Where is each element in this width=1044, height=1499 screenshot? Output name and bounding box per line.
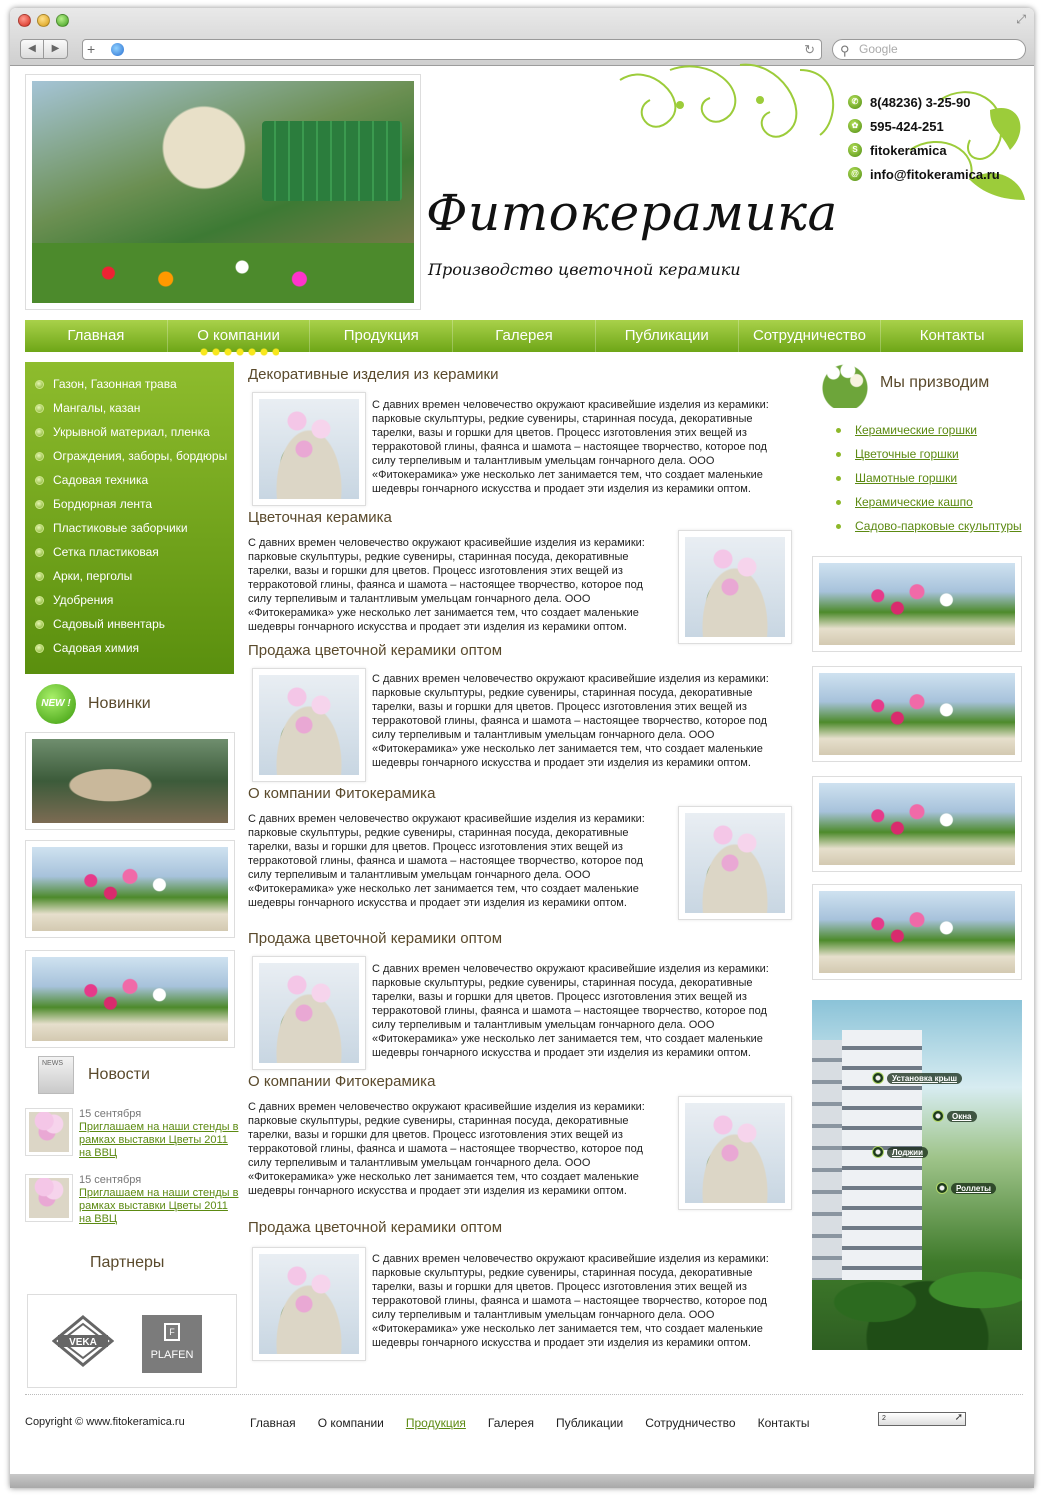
- email-icon: @: [848, 167, 862, 181]
- bullet-icon: [35, 500, 44, 509]
- list-item: [836, 514, 1022, 538]
- bullet-icon: [836, 428, 841, 433]
- minimize-window-button[interactable]: [37, 14, 50, 27]
- menu-item-about[interactable]: О компании: [168, 320, 311, 352]
- produce-link[interactable]: Цветочные горшки: [855, 447, 959, 461]
- search-placeholder: Google: [859, 42, 898, 56]
- globe-icon: [111, 43, 124, 56]
- category-item[interactable]: Бордюрная лента: [25, 492, 234, 516]
- gallery-image[interactable]: [812, 666, 1022, 762]
- copyright: Copyright © www.fitokeramica.ru: [25, 1416, 185, 1428]
- article-text: С давних времен человечество окружают красивейшие изделия из керамики: парковые скульптуры, редкие сувениры, старинная посуда, декоративные тарелки, вазы и горшки для цветов. Процесс изготовления этих вещей из терракотовой глины, фаянса и шамота – настоящее творчество, которое под силу терпеливым и талантливым умельцам гончарного дела. ООО «Фитокерамика» уже несколько лет занимается тем, что создает маленькие шедевры гончарного искусства и продает эти изделия из керамики оптом.: [248, 537, 645, 633]
- zoom-window-button[interactable]: [56, 14, 69, 27]
- footer-nav: [250, 1416, 809, 1430]
- menu-item-products[interactable]: Продукция: [310, 320, 453, 352]
- close-window-button[interactable]: [18, 14, 31, 27]
- article-image[interactable]: [678, 806, 792, 920]
- novelties-header: [36, 684, 151, 724]
- produce-link[interactable]: Керамические горшки: [855, 423, 977, 437]
- history-nav: [20, 39, 68, 59]
- menu-item-contacts[interactable]: Контакты: [919, 327, 985, 344]
- veka-logo[interactable]: [52, 1315, 114, 1367]
- category-item[interactable]: Ограждения, заборы, бордюры: [25, 444, 234, 468]
- article-image[interactable]: [252, 668, 366, 782]
- status-bar: [10, 1474, 1034, 1488]
- news-thumbnail[interactable]: [25, 1108, 73, 1156]
- bullet-icon: [836, 500, 841, 505]
- news-header: [38, 1056, 150, 1094]
- arrow-icon: ➚: [954, 1412, 963, 1423]
- article-title[interactable]: Продажа цветочной керамики оптом: [248, 1219, 503, 1236]
- footer-divider: [25, 1394, 1023, 1395]
- window-controls: [18, 14, 69, 27]
- news-link[interactable]: Приглашаем на наши стенды в рамках выставки Цветы 2011 на ВВЦ: [79, 1121, 239, 1159]
- novelties-title: Новинки: [88, 695, 151, 712]
- bullet-icon: [35, 572, 44, 581]
- news-item: [25, 1174, 241, 1232]
- add-bookmark-icon[interactable]: +: [87, 41, 96, 57]
- banner-tag-roofing[interactable]: Установка крыш: [872, 1072, 962, 1084]
- article-text: С давних времен человечество окружают красивейшие изделия из керамики: парковые скульптуры, редкие сувениры, старинная посуда, декоративные тарелки, вазы и горшки для цветов. Процесс изготовления этих вещей из терракотовой глины, фаянса и шамота – настоящее творчество, которое под силу терпеливым и талантливым умельцам гончарного дела. ООО «Фитокерамика» уже несколько лет занимается тем, что создает маленькие шедевры гончарного искусства и продает эти изделия из керамики оптом.: [372, 963, 769, 1059]
- bullet-icon: [35, 476, 44, 485]
- news-thumbnail[interactable]: [25, 1174, 73, 1222]
- article-image[interactable]: [252, 1247, 366, 1361]
- target-icon: [872, 1146, 884, 1158]
- bullet-icon: [35, 644, 44, 653]
- menu-item-home[interactable]: Главная: [25, 320, 168, 352]
- novelty-image[interactable]: [25, 732, 235, 830]
- news-item: [25, 1108, 241, 1166]
- contact-skype: S fitokeramica: [848, 138, 1000, 162]
- contact-block: [848, 90, 1000, 186]
- fullscreen-icon[interactable]: ⤢: [1016, 12, 1026, 26]
- browser-window: [10, 8, 1034, 1488]
- gallery-image[interactable]: [812, 556, 1022, 652]
- search-icon: ⚲: [840, 43, 850, 58]
- article-image[interactable]: [678, 530, 792, 644]
- produce-link[interactable]: Садово-парковые скульптуры: [855, 519, 1022, 533]
- bullet-icon: [836, 524, 841, 529]
- reload-icon[interactable]: ↻: [804, 42, 815, 57]
- category-menu: [25, 362, 234, 674]
- contact-phone: ✆ 8(48236) 3-25-90: [848, 90, 1000, 114]
- plafen-logo[interactable]: F PLAFEN: [142, 1315, 202, 1373]
- category-item[interactable]: Укрывной материал, пленка: [25, 420, 234, 444]
- news-link[interactable]: Приглашаем на наши стенды в рамках выставки Цветы 2011 на ВВЦ: [79, 1187, 239, 1225]
- target-icon: [936, 1182, 948, 1194]
- skype-icon: S: [848, 143, 862, 157]
- bullet-icon: [35, 620, 44, 629]
- bullet-icon: [35, 548, 44, 557]
- target-icon: [932, 1110, 944, 1122]
- list-item: [836, 490, 1022, 514]
- footer-link-cooperation[interactable]: Сотрудничество: [645, 1416, 736, 1430]
- footer-link-gallery[interactable]: Галерея: [487, 1416, 534, 1430]
- visit-counter[interactable]: 2 ➚: [878, 1412, 966, 1426]
- bullet-icon: [836, 476, 841, 481]
- new-badge-icon: NEW !: [36, 684, 76, 724]
- novelty-image[interactable]: [25, 950, 235, 1048]
- address-bar[interactable]: [82, 39, 822, 60]
- novelty-image[interactable]: [25, 840, 235, 938]
- svg-text:VEKA: VEKA: [69, 1337, 97, 1348]
- article-title[interactable]: Декоративные изделия из керамики: [248, 366, 499, 383]
- main-menu: [25, 320, 1023, 352]
- article-title[interactable]: Продажа цветочной керамики оптом: [248, 642, 503, 659]
- bullet-icon: [35, 524, 44, 533]
- bullet-icon: [35, 452, 44, 461]
- newspaper-icon: NEWS: [38, 1056, 74, 1094]
- article-text: С давних времен человечество окружают красивейшие изделия из керамики: парковые скульптуры, редкие сувениры, старинная посуда, декоративные тарелки, вазы и горшки для цветов. Процесс изготовления этих вещей из терракотовой глины, фаянса и шамота – настоящее творчество, которое под силу терпеливым и талантливым умельцам гончарного дела. ООО «Фитокерамика» уже несколько лет занимается тем, что создает маленькие шедевры гончарного искусства и продает эти изделия из керамики оптом.: [372, 1253, 769, 1349]
- produce-title: Мы призводим: [880, 374, 990, 391]
- category-item[interactable]: Удобрения: [25, 588, 234, 612]
- banner-tag-loggias[interactable]: Лоджии: [872, 1146, 928, 1158]
- bullet-icon: [836, 452, 841, 457]
- article-image[interactable]: [252, 392, 366, 506]
- news-title: Новости: [88, 1066, 150, 1083]
- phone-icon: ✆: [848, 95, 862, 109]
- bullet-icon: [35, 380, 44, 389]
- footer-link-home[interactable]: Главная: [250, 1416, 296, 1430]
- produce-link[interactable]: Шамотные горшки: [855, 471, 958, 485]
- list-item: [836, 418, 1022, 442]
- list-item: [836, 442, 1022, 466]
- category-item[interactable]: Садовая техника: [25, 468, 234, 492]
- forward-button[interactable]: ▶: [44, 39, 68, 59]
- article-image[interactable]: [252, 956, 366, 1070]
- search-input[interactable]: [832, 39, 1026, 60]
- news-date: 15 сентября: [79, 1108, 142, 1120]
- header-photo: [25, 74, 421, 310]
- target-icon: [872, 1072, 884, 1084]
- banner-tag-shutters[interactable]: Роллеты: [936, 1182, 996, 1194]
- article-title[interactable]: Продажа цветочной керамики оптом: [248, 930, 503, 947]
- footer-link-contacts[interactable]: Контакты: [757, 1416, 810, 1430]
- contact-icq: ✿ 595-424-251: [848, 114, 1000, 138]
- icq-icon: ✿: [848, 119, 862, 133]
- site-subtitle: Производство цветочной керамики: [428, 260, 741, 279]
- back-button[interactable]: ◀: [20, 39, 44, 59]
- contact-email[interactable]: @ info@fitokeramica.ru: [848, 162, 1000, 186]
- menu-item-gallery[interactable]: Галерея: [453, 320, 596, 352]
- category-item[interactable]: Арки, перголы: [25, 564, 234, 588]
- ad-banner[interactable]: [812, 1000, 1022, 1350]
- plafen-mark: F: [164, 1323, 180, 1341]
- article-title[interactable]: О компании Фитокерамика: [248, 1073, 436, 1090]
- produce-header: [816, 358, 989, 408]
- article-text: С давних времен человечество окружают красивейшие изделия из керамики: парковые скульптуры, редкие сувениры, старинная посуда, декоративные тарелки, вазы и горшки для цветов. Процесс изготовления этих вещей из терракотовой глины, фаянса и шамота – настоящее творчество, которое под силу терпеливым и талантливым умельцам гончарного дела. ООО «Фитокерамика» уже несколько лет занимается тем, что создает маленькие шедевры гончарного искусства и продает эти изделия из керамики оптом.: [248, 1101, 645, 1197]
- bouquet-icon: [816, 358, 874, 408]
- browser-toolbar: [10, 8, 1034, 66]
- banner-tag-windows[interactable]: Окна: [932, 1110, 977, 1122]
- category-item[interactable]: Садовый инвентарь: [25, 612, 234, 636]
- category-item[interactable]: Мангалы, казан: [25, 396, 234, 420]
- partners-box: [27, 1294, 237, 1388]
- category-item[interactable]: Газон, Газонная трава: [25, 372, 234, 396]
- site-title: Фитокерамика: [426, 184, 838, 242]
- category-item[interactable]: Садовая химия: [25, 636, 234, 660]
- produce-link[interactable]: Керамические кашпо: [855, 495, 973, 509]
- bullet-icon: [35, 428, 44, 437]
- footer-link-publications[interactable]: Публикации: [555, 1416, 624, 1430]
- article-text: С давних времен человечество окружают красивейшие изделия из керамики: парковые скульптуры, редкие сувениры, старинная посуда, декоративные тарелки, вазы и горшки для цветов. Процесс изготовления этих вещей из терракотовой глины, фаянса и шамота – настоящее творчество, которое под силу терпеливым и талантливым умельцам гончарного дела. ООО «Фитокерамика» уже несколько лет занимается тем, что создает маленькие шедевры гончарного искусства и продает эти изделия из керамики оптом.: [372, 673, 769, 769]
- article-title[interactable]: Цветочная керамика: [248, 509, 392, 526]
- menu-item-cooperation[interactable]: Сотрудничество: [739, 320, 882, 352]
- article-text: С давних времен человечество окружают красивейшие изделия из керамики: парковые скульптуры, редкие сувениры, старинная посуда, декоративные тарелки, вазы и горшки для цветов. Процесс изготовления этих вещей из терракотовой глины, фаянса и шамота – настоящее творчество, которое под силу терпеливым и талантливым умельцам гончарного дела. ООО «Фитокерамика» уже несколько лет занимается тем, что создает маленькие шедевры гончарного искусства и продает эти изделия из керамики оптом.: [248, 813, 645, 909]
- partners-title: Партнеры: [90, 1254, 165, 1271]
- footer-link-about[interactable]: О компании: [317, 1416, 384, 1430]
- bullet-icon: [35, 596, 44, 605]
- news-date: 15 сентября: [79, 1174, 142, 1186]
- list-item: [836, 466, 1022, 490]
- article-text: С давних времен человечество окружают красивейшие изделия из керамики: парковые скульптуры, редкие сувениры, старинная посуда, декоративные тарелки, вазы и горшки для цветов. Процесс изготовления этих вещей из терракотовой глины, фаянса и шамота – настоящее творчество, которое под силу терпеливым и талантливым умельцам гончарного дела. ООО «Фитокерамика» уже несколько лет занимается тем, что создает маленькие шедевры гончарного искусства и продает эти изделия из керамики оптом.: [372, 399, 769, 495]
- article-title[interactable]: О компании Фитокерамика: [248, 785, 436, 802]
- produce-list: [836, 418, 1022, 538]
- menu-item-publications[interactable]: Публикации: [596, 320, 739, 352]
- gallery-image[interactable]: [812, 884, 1022, 980]
- article-image[interactable]: [678, 1096, 792, 1210]
- footer-link-products[interactable]: Продукция: [405, 1416, 466, 1430]
- category-item[interactable]: Сетка пластиковая: [25, 540, 234, 564]
- bullet-icon: [35, 404, 44, 413]
- page-content: [10, 66, 1034, 1474]
- category-item[interactable]: Пластиковые заборчики: [25, 516, 234, 540]
- gallery-image[interactable]: [812, 776, 1022, 872]
